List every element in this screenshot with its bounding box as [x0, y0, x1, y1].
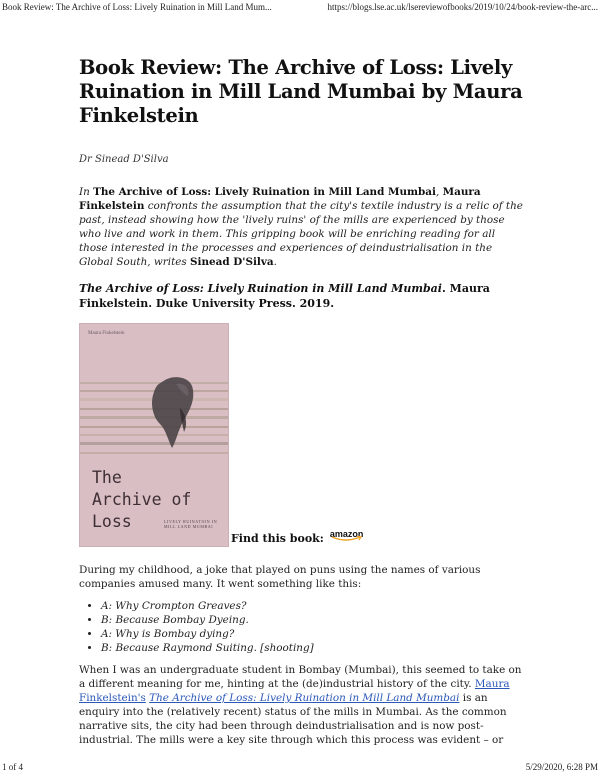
- cover-title-line: Loss: [92, 512, 132, 531]
- cover-subtitle: LIVELY RUINATION IN MILL LAND MUMBAI: [164, 519, 218, 529]
- list-item: • A: Why Crompton Greaves?: [101, 599, 523, 613]
- book-title-link-text: The Archive of Loss: Lively Ruination in Mill Land Mumbai: [149, 692, 460, 704]
- para2-start: When I was an undergraduate student in Bombay (Mumbai), this seemed to take on a different meaning for me, hinting at the (de)industrial history of the city.: [79, 664, 522, 690]
- article-author: Dr Sinead D'Silva: [79, 154, 169, 165]
- book-details-title: The Archive of Loss: Lively Ruination in Mill Land Mumbai: [79, 282, 442, 295]
- book-details: [79, 281, 523, 311]
- article: [79, 56, 523, 747]
- list-item: • A: Why is Bombay dying?: [101, 627, 523, 641]
- author-link[interactable]: Maura Finkelstein's: [79, 678, 510, 704]
- joke-list: [79, 599, 523, 655]
- list-item: • B: Because Raymond Suiting. [shooting]: [101, 641, 523, 655]
- amazon-link[interactable]: [330, 529, 364, 542]
- amazon-smile-icon: [330, 536, 364, 542]
- paragraph: [79, 663, 523, 747]
- find-this-book: [231, 529, 363, 545]
- intro-comma: ,: [436, 186, 443, 198]
- intro-in: In: [79, 186, 94, 198]
- article-intro: [79, 185, 523, 269]
- book-cover-image[interactable]: [79, 323, 229, 547]
- intro-end: .: [273, 256, 277, 268]
- list-item: • B: Because Bombay Dyeing.: [101, 613, 523, 627]
- cover-title-line: Archive of: [92, 490, 192, 509]
- intro-author-name: Maura Finkelstein: [79, 186, 481, 212]
- book-title-link[interactable]: [149, 692, 459, 704]
- para2-rest: is an enquiry into the (relatively recent) status of the mills in Mumbai. As the common narrative sits, the city had been through deindustrialisation and is now post-industrial. The mills were a key site through which this process was evident – or: [79, 692, 507, 746]
- paragraph: During my childhood, a joke that played on puns using the names of various companies amused many. It went something like this:: [79, 564, 481, 590]
- cover-author: Maura Finkelstein: [88, 331, 125, 336]
- cover-title-line: The: [92, 468, 122, 487]
- print-header-url: https://blogs.lse.ac.uk/lsereviewofbooks/2019/10/24/book-review-the-arc...: [327, 2, 598, 12]
- page-title: Book Review: The Archive of Loss: Lively Ruination in Mill Land Mumbai by Maura Finkelstein: [79, 56, 523, 127]
- print-footer-datetime: 5/29/2020, 6:28 PM: [525, 762, 598, 772]
- find-label: Find this book:: [231, 532, 324, 545]
- intro-book-title: The Archive of Loss: Lively Ruination in Mill Land Mumbai: [93, 186, 436, 198]
- print-header-title: Book Review: The Archive of Loss: Lively Ruination in Mill Land Mum...: [2, 2, 272, 12]
- intro-body: confronts the assumption that the city's textile industry is a relic of the past, instead showing how the 'lively ruins' of the mills are experienced by those who live and work in them. This gripping book will be enriching reading for all those interested in the processes and experiences of deindustrialisation in the Global South, writes: [79, 200, 523, 268]
- cover-row: [79, 323, 523, 547]
- book-details-rest: . Maura Finkelstein. Duke University Press. 2019.: [79, 282, 490, 310]
- print-footer-page: 1 of 4: [2, 762, 23, 772]
- amazon-logo-text: amazon: [329, 529, 364, 539]
- cover-ink-blot-image: [80, 324, 228, 464]
- intro-reviewer: Sinead D'Silva: [190, 256, 274, 268]
